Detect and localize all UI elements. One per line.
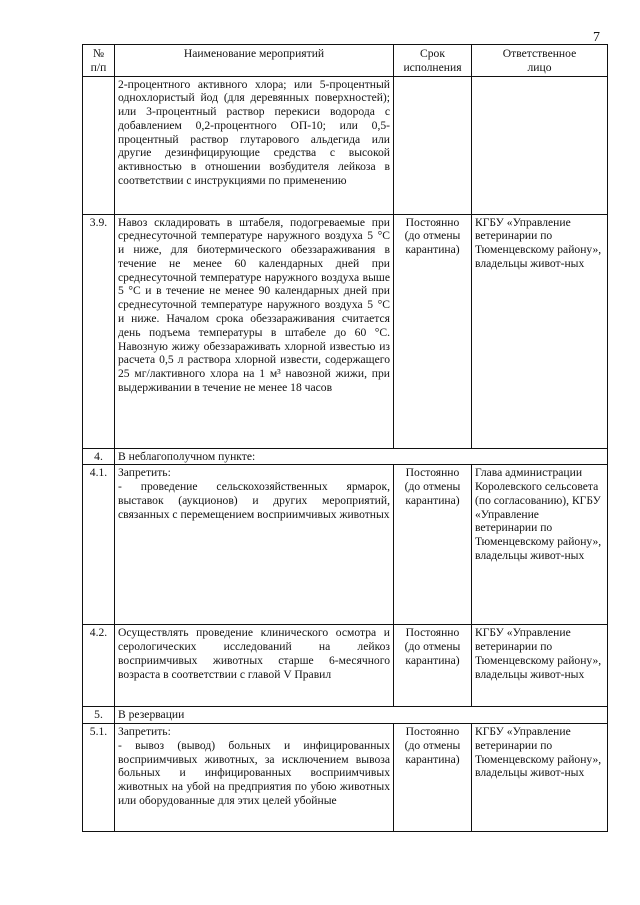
row-term: Постоянно (до отмены карантина) bbox=[394, 625, 472, 707]
row-text: 2-процентного активного хлора; или 5-процентный однохлористый йод (для деревянных поверхностей); или 3-процентный раствор перекиси водорода с добавлением 0,2-процентного ОП-10; или 0,5-процентный раствор глутарового альдегида или другие дезинфицирующие средства с высокой активностью в отношении возбудителя лейкоза в соответствии с инструкциями по применению bbox=[115, 76, 394, 214]
header-num: № п/п bbox=[83, 45, 115, 77]
section-row bbox=[83, 707, 608, 724]
row-num bbox=[83, 76, 115, 214]
row-responsible: Глава администрации Королевского сельсовета (по согласованию), КГБУ «Управление ветеринарии по Тюменцевскому району», владельцы живот-ных bbox=[472, 465, 608, 625]
table-row bbox=[83, 76, 608, 214]
row-text: Осуществлять проведение клинического осмотра и серологических исследований на лейкоз восприимчивых животных старше 6-месячного возраста в соответствии с главой V Правил bbox=[115, 625, 394, 707]
header-name: Наименование мероприятий bbox=[115, 45, 394, 77]
row-responsible: КГБУ «Управление ветеринарии по Тюменцевскому району», владельцы живот-ных bbox=[472, 625, 608, 707]
table-row bbox=[83, 214, 608, 448]
header-term: Срок исполнения bbox=[394, 45, 472, 77]
section-num: 4. bbox=[83, 448, 115, 465]
table-row bbox=[83, 625, 608, 707]
row-responsible: КГБУ «Управление ветеринарии по Тюменцевскому району», владельцы живот-ных bbox=[472, 214, 608, 448]
row-num: 5.1. bbox=[83, 724, 115, 832]
section-title: В резервации bbox=[115, 707, 608, 724]
row-term: Постоянно (до отмены карантина) bbox=[394, 214, 472, 448]
row-responsible: КГБУ «Управление ветеринарии по Тюменцевскому району», владельцы живот-ных bbox=[472, 724, 608, 832]
table-header-row bbox=[83, 45, 608, 77]
measures-table bbox=[82, 44, 608, 832]
row-term: Постоянно (до отмены карантина) bbox=[394, 724, 472, 832]
header-responsible: Ответственное лицо bbox=[472, 45, 608, 77]
page-number: 7 bbox=[593, 30, 600, 45]
row-num: 4.1. bbox=[83, 465, 115, 625]
row-text: Навоз складировать в штабеля, подогреваемые при среднесуточной температуре наружного воздуха 5 °С и ниже, для биотермического обеззараживания в течение не менее 60 календарных дней при среднесуточной температуре наружного воздуха выше 5 °С и в течение не менее 90 календарных дней при среднесуточной температуре наружного воздуха 5 °С и ниже. Началом срока обеззараживания считается день подъема температуры в штабеле до 60 °С. Навозную жижу обеззараживать хлорной известью из расчета 0,5 л раствора хлорной извести, содержащего 25 мг/лактивного хлора на 1 м³ навозной жижи, при выдерживании в течение не менее 18 часов bbox=[115, 214, 394, 448]
section-row bbox=[83, 448, 608, 465]
row-text: Запретить: - вывоз (вывод) больных и инфицированных восприимчивых животных, за исключением вывоза больных и инфицированных восприимчивых животных на убой на предприятия по убою животных или оборудованные для этих целей убойные bbox=[115, 724, 394, 832]
row-term: Постоянно (до отмены карантина) bbox=[394, 465, 472, 625]
section-title: В неблагополучном пункте: bbox=[115, 448, 608, 465]
row-responsible bbox=[472, 76, 608, 214]
row-num: 3.9. bbox=[83, 214, 115, 448]
row-term bbox=[394, 76, 472, 214]
row-text: Запретить: - проведение сельскохозяйственных ярмарок, выставок (аукционов) и других мероприятий, связанных с перемещением восприимчивых животных bbox=[115, 465, 394, 625]
table-row bbox=[83, 724, 608, 832]
table-row bbox=[83, 465, 608, 625]
row-num: 4.2. bbox=[83, 625, 115, 707]
section-num: 5. bbox=[83, 707, 115, 724]
